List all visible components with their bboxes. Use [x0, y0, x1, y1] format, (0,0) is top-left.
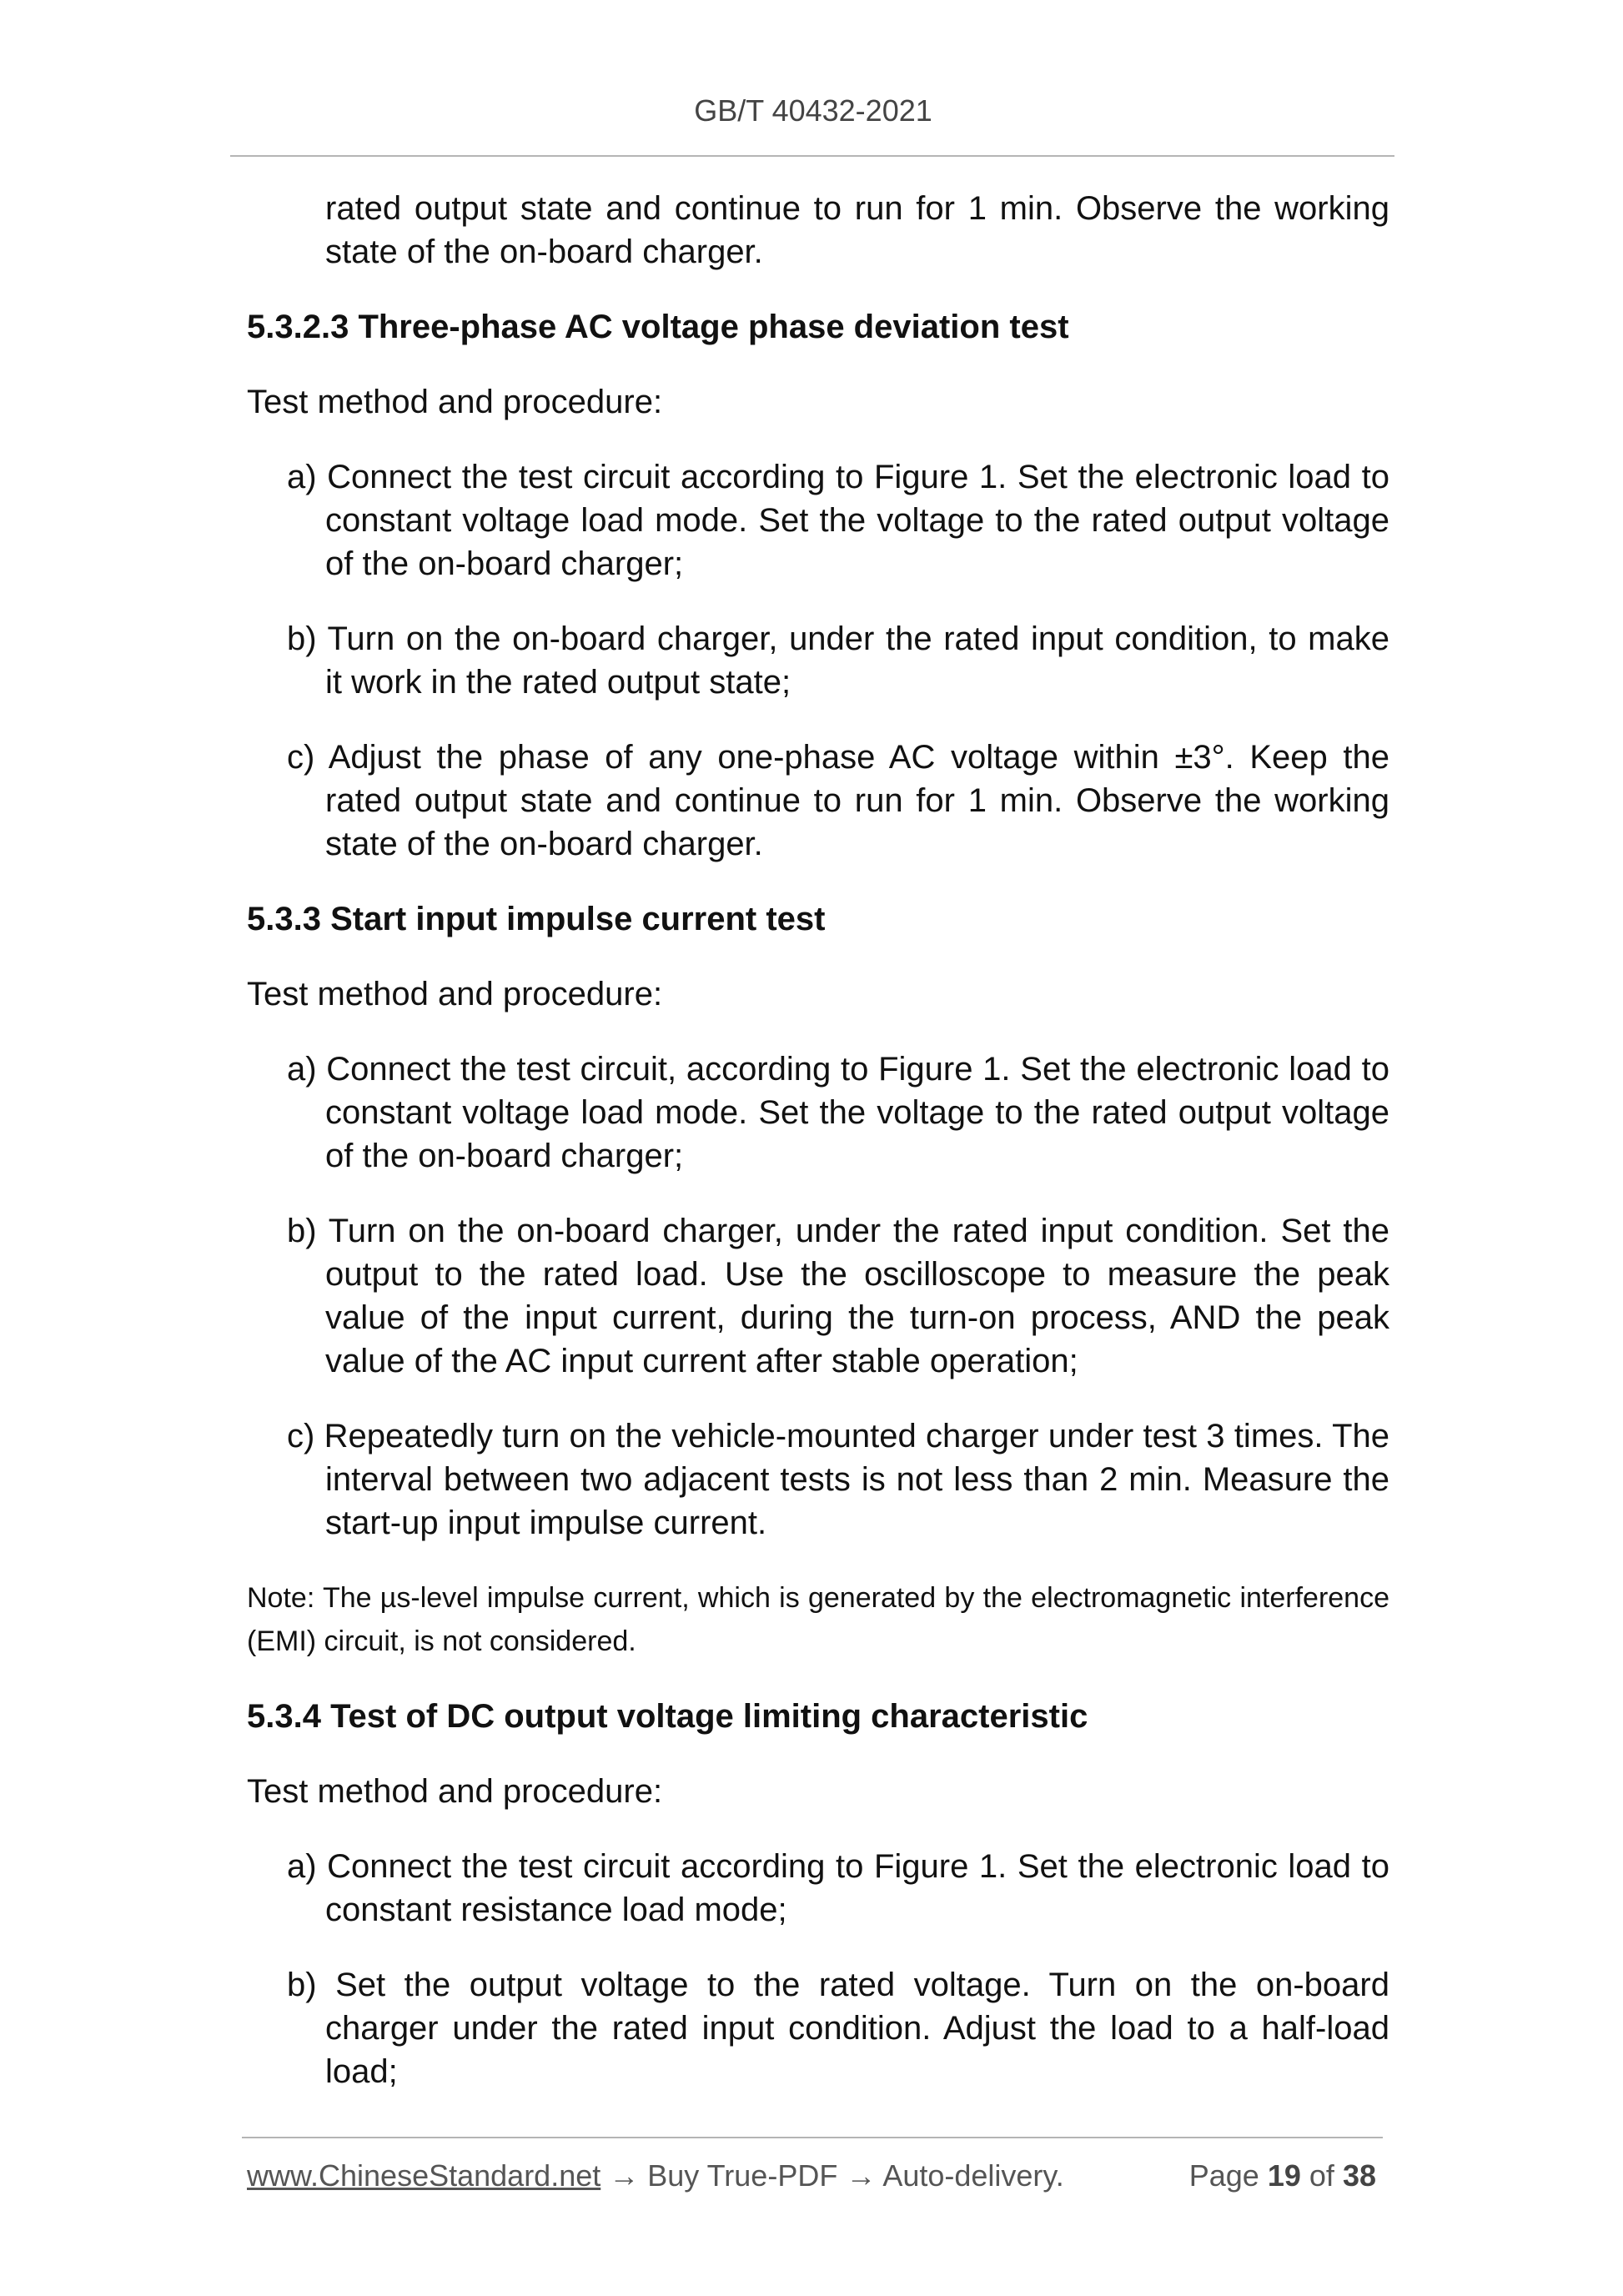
list-item: a) Connect the test circuit, according to Figure 1. Set the electronic load to constant voltage load mode. Set the voltage to the rated output voltage of the on-board charger; [287, 1051, 1389, 1174]
list-item: a) Connect the test circuit according to Figure 1. Set the electronic load to constant resistance load mode; [287, 1848, 1389, 1928]
note-paragraph: Note: The µs-level impulse current, which is generated by the electromagnetic interference (EMI) circuit, is not considered. [247, 1582, 1389, 1657]
procedure-intro: Test method and procedure: [247, 1773, 663, 1810]
procedure-intro: Test method and procedure: [247, 976, 663, 1012]
continued-paragraph: rated output state and continue to run for 1 min. Observe the working state of the on-board charger. [325, 190, 1389, 270]
list-item: b) Turn on the on-board charger, under the rated input condition, to make it work in the rated output state; [287, 620, 1389, 701]
list-item: b) Turn on the on-board charger, under the rated input condition. Set the output to the rated load. Use the oscilloscope to measure the peak value of the input current, during the turn-on process, AND the peak value of the AC input current after stable operation; [287, 1213, 1389, 1379]
list-item: a) Connect the test circuit according to Figure 1. Set the electronic load to constant voltage load mode. Set the voltage to the rated output voltage of the on-board charger; [287, 459, 1389, 582]
section-heading-5-3-4: 5.3.4 Test of DC output voltage limiting characteristic [247, 1698, 1088, 1735]
page-indicator [1189, 2158, 1376, 2193]
list-item: b) Set the output voltage to the rated voltage. Turn on the on-board charger under the rated input condition. Adjust the load to a half-load load; [287, 1967, 1389, 2090]
page-word: Page [1188, 2158, 1259, 2193]
website-link[interactable]: www.ChineseStandard.net [247, 2158, 601, 2193]
footer-left [247, 2158, 1064, 2193]
page-number: 19 [1267, 2158, 1301, 2193]
footer-divider [242, 2137, 1383, 2138]
page-footer [247, 2158, 1376, 2193]
header-divider [230, 155, 1394, 157]
section-heading-5-3-2-3: 5.3.2.3 Three-phase AC voltage phase deviation test [247, 309, 1069, 345]
total-pages: 38 [1342, 2158, 1376, 2193]
footer-tagline: → Buy True-PDF → Auto-delivery. [600, 2158, 1064, 2193]
list-item: c) Repeatedly turn on the vehicle-mounted charger under test 3 times. The interval between two adjacent tests is not less than 2 min. Measure the start-up input impulse current. [287, 1418, 1389, 1541]
of-word: of [1309, 2158, 1334, 2193]
page-header: GB/T 40432-2021 [694, 93, 932, 128]
section-heading-5-3-3: 5.3.3 Start input impulse current test [247, 901, 826, 937]
list-item: c) Adjust the phase of any one-phase AC voltage within ±3°. Keep the rated output state and continue to run for 1 min. Observe the working state of the on-board charger. [287, 739, 1389, 862]
procedure-intro: Test method and procedure: [247, 384, 663, 420]
document-body [247, 187, 1389, 2125]
